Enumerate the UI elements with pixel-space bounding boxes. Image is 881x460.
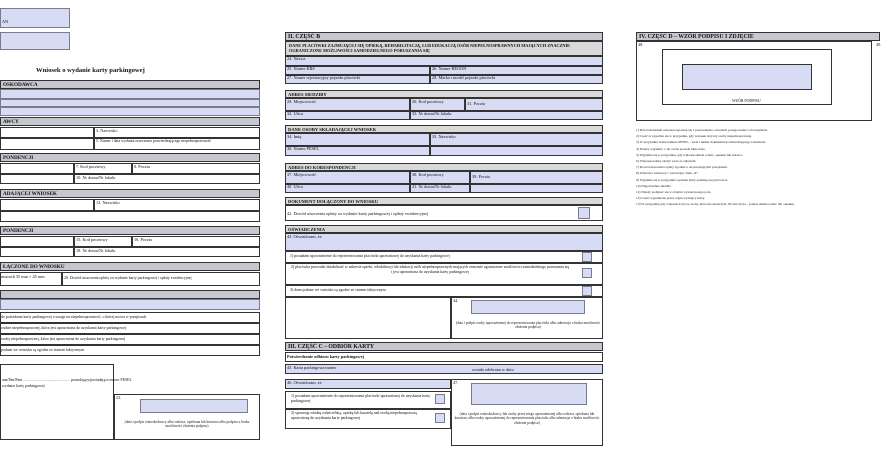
section-dane-osoby: DANE OSOBY SKŁADAJĄCEJ WNIOSEK (285, 125, 603, 133)
declaration-1-text: do posiadania karty parkingowej z uwagi na niepełnosprawność, o której mowa w przepisach (1, 315, 147, 319)
signature-23-label: (data i podpis wnioskodawcy albo rodzica, opiekuna lub kuratora albo podpisu z braku możliwości złożenia podpisu) (124, 420, 250, 429)
checkbox-decl-b-2[interactable] (582, 268, 592, 278)
label-wzor-podpisu: WZÓR PODPISU (732, 99, 761, 103)
label-nrdomu-10: 10. Nr domu/Nr lokalu (76, 175, 116, 180)
label-29: 29. Miejscowość (287, 99, 317, 104)
decl-c-2-text: 2) sprawuję władzę rodzicielską, opiekę lub kuratelę nad osobą niepełnosprawną uprawnioną do uzyskania karty parkingowej (291, 411, 417, 420)
field-row-a2[interactable] (0, 99, 260, 107)
section-dokument: DOKUMENT DOŁĄCZONY DO WNIOSKU (285, 197, 603, 205)
footnote-item: 9) Wypełnia się w przypadku wydania karty parkingowej placówce. (636, 177, 729, 182)
footnote-item: 8) Właściwe zaznaczyć, wstawiając znak „X”. (636, 171, 699, 176)
footnote-item: 12) Część wypełniana przez organ wydający kartę. (636, 196, 705, 201)
label-40: 40. Ulica (287, 184, 303, 189)
section-oswiadczenia (0, 290, 260, 299)
label-poczta-8: 8. Poczta (134, 164, 150, 169)
label-nrdomu-18: 18. Nr domu/Nr lokalu (76, 248, 116, 253)
declaration-line-2: wydanie karty parkingowej (2, 384, 45, 388)
field-nazwisko[interactable] (94, 127, 260, 138)
label-47: 47. (453, 380, 459, 385)
label-wymiary: miarach 35 mm × 45 mm (1, 274, 45, 279)
label-nazwisko: 3. Nazwisko (96, 128, 118, 133)
signature-23-number: 23. (116, 395, 122, 400)
top-field-1[interactable] (0, 8, 70, 28)
decl-b-2-text: 2) placówka prowadzi działalność w zakresie opieki, rehabilitacji lub edukacji osób niepełnosprawnych mających znacznie ograniczone możliwości samodzielnego poruszania się i jest uprawniona do uzyskania karty parkingowej (290, 265, 570, 274)
decl-b-1-text: 1) posiadam upoważnienie do reprezentowania placówki uprawnionej do uzyskania karty parkingowej (290, 254, 450, 258)
footnote-item: 1) Przed złożeniem wniosku zapoznaj się z pouczeniem o zasadach postępowania i obowiązkach. (636, 128, 769, 132)
declaration-4-text: podane we wniosku są zgodne ze stanem faktycznym (1, 348, 85, 352)
label-dowod-20: 20. Dowód uiszczenia opłaty za wydanie karty parkingowej i opłaty ewidencyjnej (64, 276, 192, 280)
footnote-item: 4) Należy wypełnić, o ile osoba posiada takie dane. (636, 146, 706, 151)
section-wniosek: ADAJĄCEJ WNIOSEK (0, 189, 260, 198)
section-koresp: ADRES DO KORESPONDENCJI (285, 163, 603, 171)
label-48: 48. (638, 42, 644, 47)
label-43: 43. Oświadczam, że (287, 234, 322, 239)
label-44: 44. (453, 298, 459, 303)
label-kod-7: 7. Kod pocztowy (76, 164, 106, 169)
label-45b: została odebrana w dniu (472, 367, 514, 372)
label-42: 42. Dowód uiszczenia opłaty za wydanie karty parkingowej i opłaty ewidencyjnej (287, 211, 428, 216)
declaration-3-text: osoby niepełnosprawnej, która jest uprawniona do uzyskania karty parkingowej (1, 337, 126, 341)
field-row-a3[interactable] (0, 107, 260, 116)
label-28: 28. Marka i model pojazdu placówki (432, 75, 496, 80)
section-c-title: III. CZĘŚĆ C – ODBIÓR KARTY (285, 342, 603, 351)
checkbox-c-1[interactable] (435, 394, 445, 404)
footnote-item: 7) Dowód uiszczenia opłaty zgodnie z obowiązującymi przepisami. (636, 165, 728, 170)
form-title: Wniosek o wydanie karty parkingowej (36, 67, 145, 74)
checkbox-c-2[interactable] (435, 413, 445, 423)
label-24: 24. Nazwa (287, 56, 306, 61)
label-32: 32. Ulica (287, 111, 303, 116)
footnotes (636, 128, 880, 208)
label-27: 27. Numer rejestracyjny pojazdu placówki (287, 75, 361, 80)
top-field-2[interactable] (0, 32, 70, 50)
section-zone-wniosek: ŁĄCZONE DO WNIOSKU (0, 262, 260, 271)
declaration-box (0, 364, 114, 440)
section-wnioskodawca: OSKODAWCA (0, 80, 260, 89)
declaration-line-1: ana/Pan/Pani ................................................ posiadający/posiadająca numer PESEL (2, 378, 132, 382)
footnote-item: 5) Wypełnia się w przypadku, gdy wniosek składa rodzic, opiekun lub kurator. (636, 152, 743, 157)
footnote-item: 11) Należy podpisać się w obrębie wyznaczonego pola. (636, 189, 712, 194)
decl-b-3-text: 3) dane podane we wniosku są zgodne ze stanem faktycznym (290, 288, 386, 292)
field-oswiadczenia[interactable] (0, 299, 260, 310)
label-31: 31. Poczta (467, 101, 485, 106)
section-pondencji-1: PONDENCJI (0, 153, 260, 162)
field-31[interactable] (465, 98, 603, 111)
label-30: 30. Kod pocztowy (412, 99, 444, 104)
section-d-title: IV. CZĘŚĆ D – WZÓR PODPISU I ZDJĘCIE (636, 32, 880, 41)
page-part-a (0, 0, 268, 460)
label-46: 46. Oświadczam, że (287, 380, 322, 385)
field-35[interactable] (430, 133, 603, 146)
signature-field-48[interactable] (682, 64, 812, 90)
checkbox-decl-b-3[interactable] (582, 286, 592, 296)
field-24-nazwa[interactable] (285, 56, 603, 66)
signature-field-23[interactable] (140, 399, 248, 413)
signature-field-44[interactable] (471, 300, 585, 314)
signature-field-47[interactable] (471, 383, 587, 405)
label-38: 38. Kod pocztowy (412, 172, 444, 177)
field-40[interactable] (285, 184, 410, 193)
label-45: 45. Karta parkingowa numer (287, 365, 337, 370)
label-25: 25. Numer KRS (287, 66, 315, 71)
checkbox-decl-b-1[interactable] (582, 252, 592, 262)
field-poczta-8[interactable] (132, 163, 260, 174)
footnote-item: 3) W przypadku braku numeru PESEL – seria i numer dokumentu potwierdzającego tożsamość. (636, 140, 767, 145)
field-41b[interactable] (470, 184, 603, 193)
label-26: 26. Numer REGON (432, 66, 467, 71)
section-pondencji-2: PONDENCJI (0, 226, 260, 235)
label-sig-44: (data i podpis osoby upoważnionej do reprezentowania placówki albo adnotacja o braku możliwości złożenia podpisu) (455, 321, 601, 330)
field-43[interactable] (285, 233, 603, 251)
label-39: 39. Poczta (472, 174, 490, 179)
section-adres-siedziby: ADRES SIEDZIBY (285, 90, 603, 98)
label-kod-15: 15. Kod pocztowy (76, 237, 108, 242)
label-41: 41. Nr domu/Nr lokalu (412, 184, 452, 189)
label-nazwisko-12: 12. Nazwisko (96, 200, 120, 205)
label-34: 34. Imię (287, 134, 302, 139)
page-part-d (636, 0, 880, 460)
label-49: 49. (876, 42, 881, 47)
section-oswiadczenia: OŚWIADCZENIA (285, 225, 603, 233)
footnote-item: 6) Wniosek należy złożyć wraz ze zdjęciem. (636, 158, 697, 163)
field-row-a1[interactable] (0, 89, 260, 99)
field-34[interactable] (285, 133, 430, 146)
section-awcy: AWCY (0, 117, 260, 126)
top-fragment: AN (2, 19, 9, 24)
decl-c-1-text: 1) posiadam upoważnienie do reprezentowania placówki uprawnionej do uzyskania karty parkingowej (291, 394, 431, 403)
declaration-2-text: osobie niepełnosprawnej, która jest uprawniona do uzyskania karty parkingowej (1, 326, 127, 330)
section-c-sub: Potwierdzenie odbioru karty parkingowej (287, 354, 364, 359)
label-36: 36. Numer PESEL (287, 146, 320, 151)
checkbox-42[interactable] (578, 207, 590, 219)
label-poczta-16: 16. Poczta (134, 237, 152, 242)
footnote-item: 2) Część A wypełnia się w przypadku, gdy wniosek dotyczy osoby niepełnosprawnej. (636, 134, 753, 139)
section-b-desc: DANE PLACÓWKI ZAJMUJĄCEJ SIĘ OPIEKĄ, REHABILITACJĄ, LUB EDUKACJĄ OSÓB NIEPEŁNOSPRAWNYCH MAJĄCYCH ZNACZNIE OGRANICZONE MOŻLIWOŚCI SAMODZIELNEGO PORUSZANIA SIĘ (285, 41, 603, 56)
label-sig-47: (data i podpis wnioskodawcy lub osoby przez niego upoważnionej albo rodzica, opiekuna lub kuratora, albo osoby upoważnionej do reprezentowania placówki albo adnotacja o braku możliwości złożenia podpisu) (454, 412, 600, 425)
label-numer-data: 5. Numer i data wydania orzeczenia potwierdzającego niepełnosprawność (96, 139, 212, 143)
label-33: 33. Nr domu/Nr lokalu (412, 111, 452, 116)
section-b-title: II. CZĘŚĆ B (285, 32, 603, 41)
field-32[interactable] (285, 111, 410, 120)
field-36b[interactable] (430, 146, 603, 156)
label-37: 37. Miejscowość (287, 172, 317, 177)
label-35: 35. Nazwisko (432, 134, 456, 139)
page-part-b-c (285, 0, 603, 460)
footnote-item: 10) Niepotrzebne skreślić. (636, 183, 672, 188)
footnote-item: 13) W przypadku gdy wniosek dotyczy osoby, która nie ukończyła 18 roku życia – podpis składa rodzic lub opiekun. (636, 202, 795, 207)
